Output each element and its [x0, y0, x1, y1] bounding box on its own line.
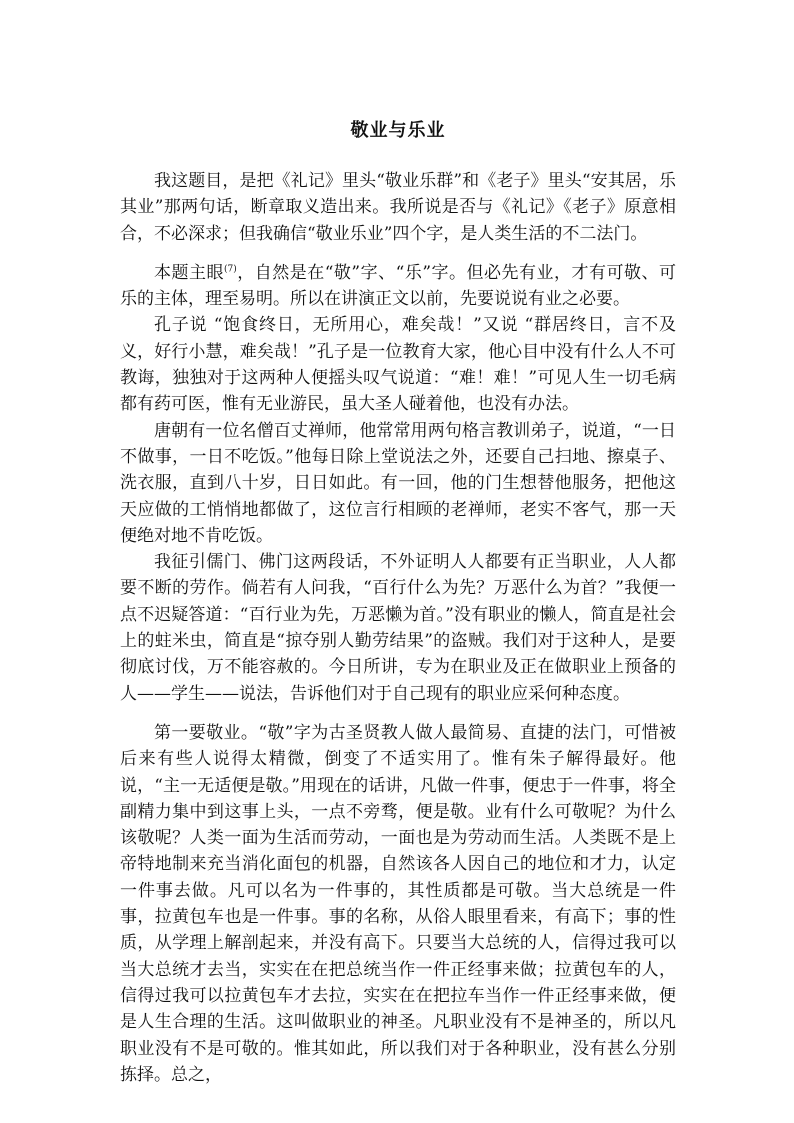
document-body — [120, 168, 676, 1088]
paragraph-6 — [120, 720, 676, 1088]
paragraph-text: ，自然是在“敬”字、“乐”字。但必先有业，才有可敬、可乐的主体，理至易明。所以在讲演正文以前，先要说说有业之必要。 — [120, 262, 676, 310]
paragraph-text: 第一要敬业。“敬”字为古圣贤教人做人最简易、直捷的法门，可惜被后来有些人说得太精微，倒变了不适实用了。惟有朱子解得最好。他说，“主一无适便是敬。”用现在的话讲，凡做一件事，便忠于一件事，将全副精力集中到这事上头，一点不旁骛，便是敬。业有什么可敬呢？为什么该敬呢？人类一面为生活而劳动，一面也是为劳动而生活。人类既不是上帝特地制来充当消化面包的机器，自然该各人因自己的地位和才力，认定一件事去做。凡可以名为一件事的，其性质都是可敬。当大总统是一件事，拉黄包车也是一件事。事的名称，从俗人眼里看来，有高下；事的性质，从学理上解剖起来，并没有高下。只要当大总统的人，信得过我可以当大总统才去当，实实在在把总统当作一件正经事来做；拉黄包车的人，信得过我可以拉黄包车才去拉，实实在在把拉车当作一件正经事来做，便是人生合理的生活。这叫做职业的神圣。凡职业没有不是神圣的，所以凡职业没有不是可敬的。惟其如此，所以我们对于各种职业，没有甚么分别拣择。总之， — [120, 722, 676, 1085]
footnote-marker: (7) — [224, 264, 237, 275]
paragraph-text: 唐朝有一位名僧百丈禅师，他常常用两句格言教训弟子，说道，“一日不做事，一日不吃饭。”他每日除上堂说法之外，还要自己扫地、擦桌子、洗衣服，直到八十岁，日日如此。有一回，他的门生想替他服务，把他这天应做的工悄悄地都做了，这位言行相顾的老禅师，老实不客气，那一天便绝对地不肯吃饭。 — [120, 420, 676, 546]
document-title: 敬业与乐业 — [350, 120, 446, 141]
paragraph-4 — [120, 418, 676, 549]
paragraph-text: 孔子说 “饱食终日，无所用心，难矣哉！”又说 “群居终日，言不及义，好行小慧，难矣哉！”孔子是一位教育大家，他心目中没有什么人不可教诲，独独对于这两种人便摇头叹气说道：“难！难！”可见人生一切毛病都有药可医，惟有无业游民，虽大圣人碰着他，也没有办法。 — [120, 315, 676, 415]
paragraph-text: 本题主眼 — [154, 262, 224, 283]
document-page — [120, 0, 676, 1123]
paragraph-5 — [120, 549, 676, 707]
paragraph-text: 我征引儒门、佛门这两段话，不外证明人人都要有正当职业，人人都要不断的劳作。倘若有人问我，“百行什么为先？万恶什么为首？”我便一点不迟疑答道：“百行业为先，万恶懒为首。”没有职业的懒人，简直是社会上的蛀米虫，简直是“掠夺别人勤劳结果”的盗贼。我们对于这种人，是要彻底讨伐，万不能容赦的。今日所讲，专为在职业及正在做职业上预备的人——学生——说法，告诉他们对于自己现有的职业应采何种态度。 — [120, 552, 676, 704]
paragraph-3 — [120, 312, 676, 417]
paragraph-2 — [120, 260, 676, 313]
paragraph-1 — [120, 168, 676, 247]
paragraph-text: 我这题目，是把《礼记》里头“敬业乐群”和《老子》里头“安其居，乐其业”那两句话，断章取义造出来。我所说是否与《礼记》《老子》原意相合，不必深求；但我确信“敬业乐业”四个字，是人类生活的不二法门。 — [120, 171, 676, 244]
